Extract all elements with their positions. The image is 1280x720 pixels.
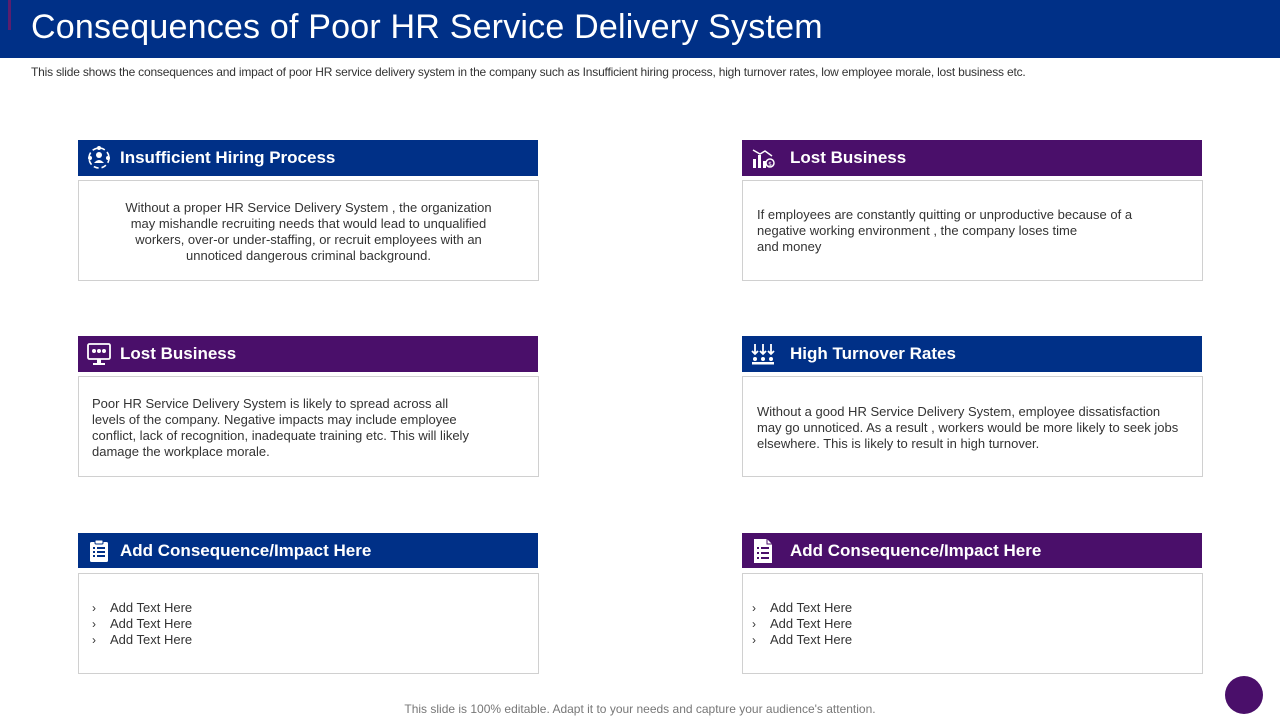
turnover-arrows-icon bbox=[742, 336, 784, 372]
list-item-text: Add Text Here bbox=[770, 616, 853, 631]
checklist-icon bbox=[742, 533, 784, 569]
card-text-line: Poor HR Service Delivery System is likely to spread across all bbox=[92, 396, 449, 411]
hiring-network-icon bbox=[78, 140, 120, 176]
chevron-right-icon: › bbox=[92, 601, 96, 615]
list-item bbox=[92, 600, 192, 616]
list-item bbox=[752, 600, 852, 616]
card-heading: Add Consequence/Impact Here bbox=[790, 540, 1042, 560]
slide-footer: This slide is 100% editable. Adapt it to your needs and capture your audience's attention. bbox=[404, 702, 876, 716]
card-header-insufficient-hiring bbox=[78, 140, 538, 176]
card-text-line: and money bbox=[757, 239, 822, 254]
bullet-list bbox=[752, 600, 852, 648]
clipboard-icon bbox=[78, 533, 120, 569]
card-text-line: elsewhere. This is likely to result in high turnover. bbox=[757, 436, 1040, 451]
card-body-insufficient-hiring bbox=[78, 180, 539, 281]
list-item bbox=[92, 632, 192, 648]
card-body-add-consequence-1 bbox=[78, 573, 539, 674]
chevron-right-icon: › bbox=[752, 601, 756, 615]
list-item bbox=[92, 616, 192, 632]
list-item bbox=[752, 616, 852, 632]
list-item-text: Add Text Here bbox=[770, 600, 853, 615]
card-heading: Lost Business bbox=[120, 344, 237, 363]
chevron-right-icon: › bbox=[752, 633, 756, 647]
card-header-add-consequence-1 bbox=[78, 533, 538, 568]
card-text-line: may go unnoticed. As a result , workers would be more likely to seek jobs bbox=[757, 420, 1179, 435]
card-header-add-consequence-2 bbox=[742, 533, 1202, 568]
card-text bbox=[92, 396, 469, 460]
list-item-text: Add Text Here bbox=[110, 616, 193, 631]
card-text-line: workers, over-or under-staffing, or recruit employees with an bbox=[135, 232, 482, 247]
card-text-line: Without a proper HR Service Delivery System , the organization bbox=[125, 200, 492, 215]
card-text-line: may mishandle recruiting needs that would lead to unqualified bbox=[130, 216, 487, 231]
card-heading: Lost Business bbox=[790, 148, 907, 167]
card-text bbox=[757, 207, 1132, 255]
business-chart-icon bbox=[742, 140, 784, 176]
monitor-icon bbox=[78, 336, 120, 372]
card-heading: Add Consequence/Impact Here bbox=[120, 540, 372, 560]
card-text-line: negative working environment , the company loses time bbox=[757, 223, 1078, 238]
card-body-lost-business-2 bbox=[78, 376, 539, 477]
chevron-right-icon: › bbox=[752, 617, 756, 631]
card-text-line: levels of the company. Negative impacts may include employee bbox=[92, 412, 457, 427]
title-accent bbox=[8, 0, 11, 30]
card-text-line: unnoticed dangerous criminal background. bbox=[186, 248, 431, 263]
corner-decoration bbox=[1225, 676, 1263, 714]
card-text-line: If employees are constantly quitting or unproductive because of a bbox=[757, 207, 1133, 222]
list-item-text: Add Text Here bbox=[110, 632, 193, 647]
list-item-text: Add Text Here bbox=[110, 600, 193, 615]
card-text bbox=[757, 404, 1178, 452]
card-text-line: conflict, lack of recognition, inadequate training etc. This will likely bbox=[92, 428, 469, 443]
card-heading: Insufficient Hiring Process bbox=[120, 148, 336, 167]
chevron-right-icon: › bbox=[92, 617, 96, 631]
title-bar bbox=[0, 0, 1280, 58]
card-text-line: Without a good HR Service Delivery System, employee dissatisfaction bbox=[757, 404, 1161, 419]
card-text-line: damage the workplace morale. bbox=[92, 444, 270, 459]
list-item bbox=[752, 632, 852, 648]
card-heading: High Turnover Rates bbox=[790, 344, 956, 363]
slide-title: Consequences of Poor HR Service Delivery System bbox=[31, 8, 823, 46]
svg-text:$: $ bbox=[768, 161, 772, 168]
card-header-lost-business-2 bbox=[78, 336, 538, 372]
card-header-high-turnover bbox=[742, 336, 1202, 372]
card-body-lost-business-1 bbox=[742, 180, 1203, 281]
slide-subtitle: This slide shows the consequences and impact of poor HR service delivery system in the company such as Insufficient hiring process, high turnover rates, low employee morale, lost business etc. bbox=[31, 65, 1026, 79]
bullet-list bbox=[92, 600, 192, 648]
card-body-add-consequence-2 bbox=[742, 573, 1203, 674]
card-header-lost-business-1 bbox=[742, 140, 1202, 176]
list-item-text: Add Text Here bbox=[770, 632, 853, 647]
card-body-high-turnover bbox=[742, 376, 1203, 477]
chevron-right-icon: › bbox=[92, 633, 96, 647]
card-text bbox=[79, 200, 538, 264]
